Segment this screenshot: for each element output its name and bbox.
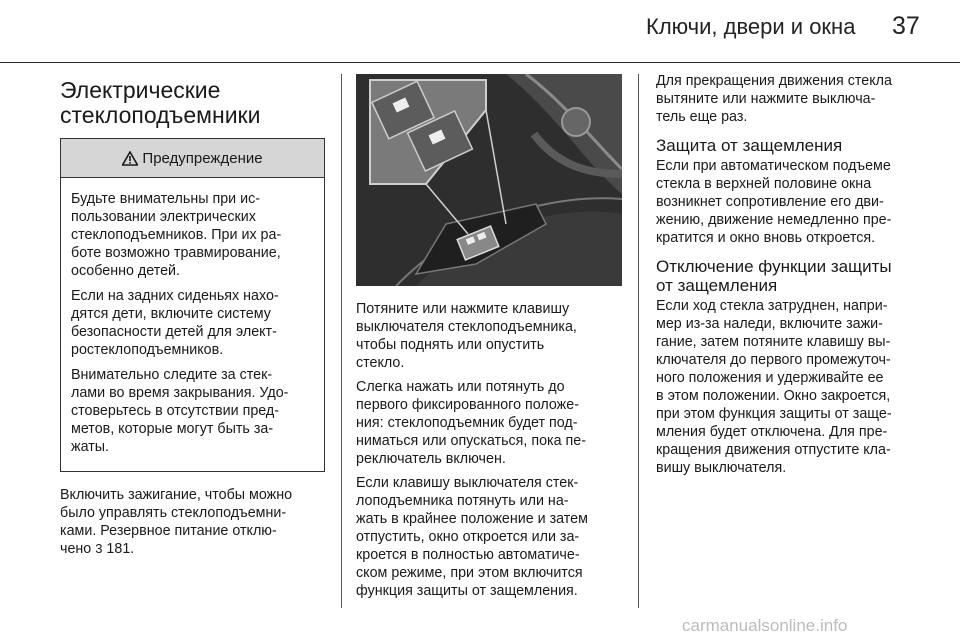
- page-reference-icon: 3: [95, 541, 103, 556]
- warning-paragraph: Внимательно следите за стек- лами во время закрывания. Удо- стоверьтесь в отсутствии пред- метов, которые могут быть за- жаты.: [71, 367, 289, 455]
- warning-box: [60, 138, 325, 472]
- figure-caption: [356, 300, 622, 600]
- body-paragraph: Если клавишу выключателя стек- лоподъемника потянуть или на- жать в крайнее положение и затем отпустить, окно откроется или за- кроется в полностью автоматиче- ском режиме, при этом включится функция защиты от защемления.: [356, 475, 588, 599]
- warning-icon: [122, 151, 138, 166]
- page-number: 37: [892, 12, 920, 40]
- disable-anti-pinch-heading: Отключение функции защиты от защемления: [656, 257, 892, 295]
- stop-movement-paragraph: Для прекращения движения стекла вытяните или нажмите выключа- тель еще раз.: [656, 73, 892, 125]
- warning-header: [61, 139, 324, 178]
- section-title: Ключи, двери и окна: [646, 14, 856, 39]
- window-switch-illustration: [356, 74, 622, 286]
- column-middle: [356, 72, 622, 606]
- column-right: [656, 72, 926, 483]
- column-divider: [341, 74, 342, 608]
- warning-body: [61, 178, 324, 471]
- page-reference[interactable]: 181.: [102, 541, 135, 557]
- power-windows-heading: Электрические стеклоподъемники: [60, 77, 261, 128]
- ignition-text: Включить зажигание, чтобы можно было управлять стеклоподъемни- ками. Резервное питание отклю- чено: [60, 487, 293, 557]
- disable-anti-pinch-paragraph: Если ход стекла затруднен, напри- мер из-за наледи, включите зажи- гание, затем потяните клавишу вы- ключателя до первого промежуточ- ного положения и удерживайте ее в этом положении. Окно закроется, при этом функция защиты от заще- мления будет отключена. Для пре- кращения движения отпустите кла- вишу выключателя.: [656, 298, 892, 476]
- column-left: [60, 72, 325, 564]
- body-paragraph: Потяните или нажмите клавишу выключателя стеклоподъемника, чтобы поднять или опустить стекло.: [356, 301, 577, 371]
- page-header: [0, 0, 960, 63]
- column-divider: [638, 74, 639, 608]
- ignition-paragraph: [60, 486, 325, 558]
- anti-pinch-heading: Защита от защемления: [656, 136, 843, 155]
- warning-paragraph: Если на задних сиденьях нахо- дятся дети, включите систему безопасности детей для элект- ростеклоподъемников.: [71, 288, 279, 358]
- warning-paragraph: Будьте внимательны при ис- пользовании электрических стеклоподъемников. При их ра- боте возможно травмирование, особенно детей.: [71, 191, 282, 279]
- anti-pinch-paragraph: Если при автоматическом подъеме стекла в верхней половине окна возникнет сопротивление его дви- жению, движение немедленно пре- кратится и окно вновь откроется.: [656, 158, 892, 246]
- door-panel-illustration: [356, 74, 622, 286]
- warning-title: Предупреждение: [142, 149, 263, 167]
- watermark: carmanualsonline.info: [682, 616, 848, 635]
- body-paragraph: Слегка нажать или потянуть до первого фиксированного положе- ния: стеклоподъемник будет под- ниматься или опускаться, пока пе- реключатель включен.: [356, 379, 586, 467]
